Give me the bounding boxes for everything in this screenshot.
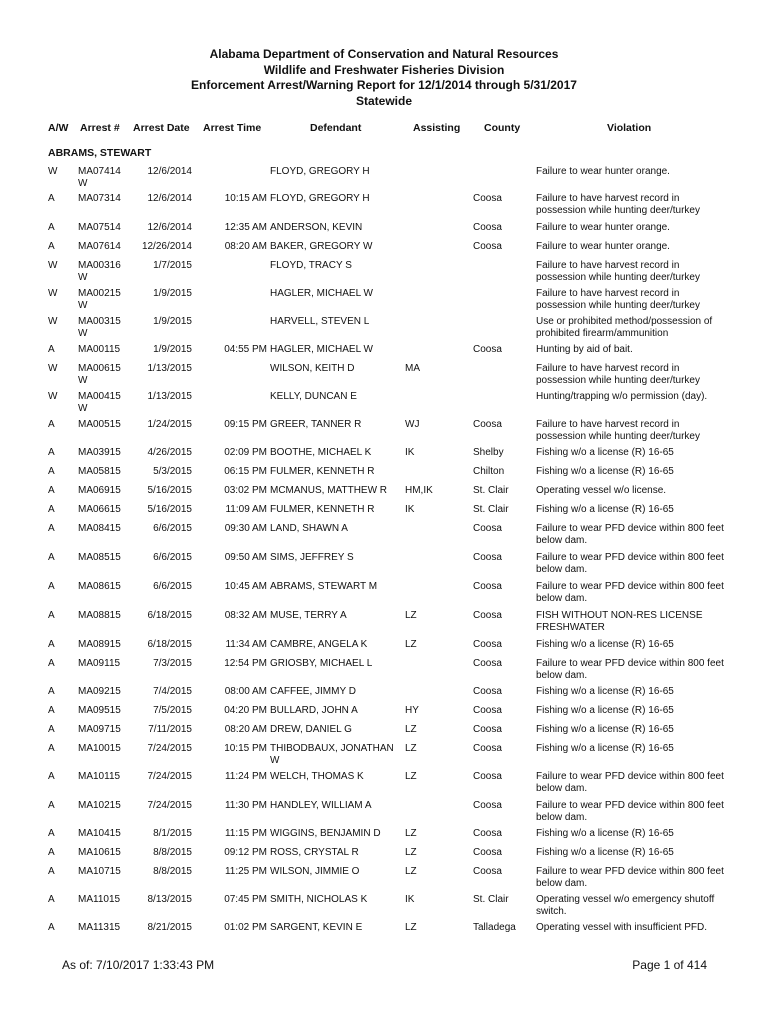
cell-defendant-name: LAND, SHAWN A: [270, 523, 348, 534]
cell-arrest-date: 1/9/2015: [153, 344, 192, 355]
cell-violation: Fishing w/o a license (R) 16-65: [536, 466, 674, 477]
cell-violation: Failure to wear hunter orange.: [536, 166, 670, 177]
table-row: [0, 891, 768, 919]
cell-arrest-time: 03:02 PM: [224, 485, 267, 496]
cell-arrest-time: 10:15 AM: [224, 193, 267, 204]
cell-violation: Failure to wear PFD device within 800 feet below dam.: [536, 581, 724, 604]
officer-group-heading: ABRAMS, STEWART: [48, 147, 152, 159]
cell-violation: Failure to wear PFD device within 800 feet below dam.: [536, 552, 724, 575]
cell-aw: A: [48, 724, 55, 735]
cell-aw: A: [48, 639, 55, 650]
cell-aw: A: [48, 705, 55, 716]
cell-assisting-officer: LZ: [405, 743, 417, 754]
cell-arrest-number: MA09115: [78, 658, 121, 669]
cell-defendant-name: WILSON, JIMMIE O: [270, 866, 360, 877]
table-row: [0, 919, 768, 939]
report-title-line-4: Statewide: [355, 93, 412, 108]
cell-defendant-name: SIMS, JEFFREY S: [270, 552, 354, 563]
table-row: [0, 825, 768, 844]
cell-county: Coosa: [473, 639, 502, 650]
column-header-defendant: Defendant: [310, 122, 362, 134]
page-number: Page 1 of 414: [632, 958, 707, 972]
cell-assisting-officer: LZ: [405, 639, 417, 650]
column-header-county: County: [484, 122, 521, 134]
cell-arrest-number: MA09215: [78, 686, 121, 697]
table-row: [0, 444, 768, 463]
cell-arrest-number: MA11315: [78, 922, 121, 933]
cell-assisting-officer: LZ: [405, 847, 417, 858]
cell-aw: W: [48, 166, 58, 177]
cell-aw: A: [48, 447, 55, 458]
cell-aw: A: [48, 523, 55, 534]
cell-county: St. Clair: [473, 894, 509, 905]
cell-violation: Fishing w/o a license (R) 16-65: [536, 828, 674, 839]
table-row: [0, 768, 768, 797]
cell-arrest-time: 09:30 AM: [224, 523, 267, 534]
cell-aw: A: [48, 485, 55, 496]
cell-arrest-number: MA00215 W: [78, 288, 121, 311]
cell-violation: Operating vessel with insufficient PFD.: [536, 922, 708, 933]
cell-arrest-date: 12/6/2014: [147, 222, 192, 233]
cell-defendant-name: HARVELL, STEVEN L: [270, 316, 370, 327]
table-row: [0, 655, 768, 683]
cell-arrest-date: 7/4/2015: [153, 686, 192, 697]
report-title-line-2: Wildlife and Freshwater Fisheries Division: [263, 62, 505, 77]
cell-aw: A: [48, 193, 55, 204]
cell-violation: Failure to wear hunter orange.: [536, 241, 670, 252]
table-row: [0, 501, 768, 520]
cell-county: St. Clair: [473, 504, 509, 515]
cell-defendant-name: THIBODBAUX, JONATHAN W: [270, 743, 394, 766]
cell-arrest-number: MA07514: [78, 222, 121, 233]
cell-arrest-date: 7/5/2015: [153, 705, 192, 716]
cell-county: Coosa: [473, 222, 502, 233]
cell-aw: A: [48, 504, 55, 515]
table-row: [0, 683, 768, 702]
cell-aw: A: [48, 800, 55, 811]
cell-violation: Operating vessel w/o emergency shutoff switch.: [536, 894, 715, 917]
cell-arrest-date: 5/3/2015: [153, 466, 192, 477]
cell-arrest-date: 1/24/2015: [147, 419, 192, 430]
cell-violation: Failure to wear PFD device within 800 feet below dam.: [536, 800, 724, 823]
cell-arrest-date: 12/6/2014: [147, 193, 192, 204]
cell-defendant-name: FULMER, KENNETH R: [270, 504, 375, 515]
cell-violation: Operating vessel w/o license.: [536, 485, 667, 496]
cell-aw: A: [48, 222, 55, 233]
cell-violation: Failure to wear PFD device within 800 feet below dam.: [536, 866, 724, 889]
cell-arrest-number: MA07614: [78, 241, 121, 252]
cell-violation: Failure to wear PFD device within 800 feet below dam.: [536, 658, 724, 681]
cell-arrest-date: 7/11/2015: [148, 724, 192, 735]
table-row: [0, 388, 768, 416]
cell-county: Coosa: [473, 705, 502, 716]
cell-arrest-number: MA05815: [78, 466, 121, 477]
cell-arrest-number: MA00415 W: [78, 391, 121, 414]
cell-aw: W: [48, 288, 58, 299]
cell-defendant-name: WELCH, THOMAS K: [270, 771, 364, 782]
cell-defendant-name: SARGENT, KEVIN E: [270, 922, 363, 933]
cell-arrest-time: 06:15 PM: [224, 466, 267, 477]
cell-violation: Fishing w/o a license (R) 16-65: [536, 639, 674, 650]
cell-violation: Failure to have harvest record in possession while hunting deer/turkey: [536, 288, 700, 311]
cell-aw: A: [48, 847, 55, 858]
cell-defendant-name: HAGLER, MICHAEL W: [270, 288, 373, 299]
cell-violation: Use or prohibited method/possession of prohibited firearm/ammunition: [536, 316, 713, 339]
cell-defendant-name: HANDLEY, WILLIAM A: [270, 800, 372, 811]
cell-defendant-name: ANDERSON, KEVIN: [270, 222, 363, 233]
cell-county: Coosa: [473, 771, 502, 782]
cell-county: Coosa: [473, 241, 502, 252]
cell-aw: A: [48, 894, 55, 905]
cell-arrest-time: 11:09 AM: [225, 504, 267, 515]
table-row: [0, 482, 768, 501]
table-row: [0, 416, 768, 444]
cell-aw: A: [48, 581, 55, 592]
cell-aw: A: [48, 828, 55, 839]
cell-defendant-name: MUSE, TERRY A: [270, 610, 347, 621]
cell-county: St. Clair: [473, 485, 509, 496]
cell-county: Talladega: [473, 922, 516, 933]
cell-arrest-number: MA10215: [78, 800, 121, 811]
table-row: [0, 360, 768, 388]
table-row: [0, 463, 768, 482]
cell-county: Coosa: [473, 800, 502, 811]
table-row: [0, 702, 768, 721]
cell-defendant-name: CAMBRE, ANGELA K: [270, 639, 368, 650]
cell-aw: A: [48, 344, 55, 355]
cell-assisting-officer: IK: [405, 504, 415, 515]
table-row: [0, 257, 768, 285]
cell-aw: A: [48, 866, 55, 877]
cell-assisting-officer: IK: [405, 447, 415, 458]
cell-aw: A: [48, 552, 55, 563]
cell-aw: A: [48, 771, 55, 782]
cell-arrest-date: 5/16/2015: [147, 504, 192, 515]
cell-arrest-date: 8/21/2015: [147, 922, 192, 933]
cell-assisting-officer: LZ: [405, 771, 417, 782]
cell-defendant-name: SMITH, NICHOLAS K: [270, 894, 368, 905]
cell-arrest-number: MA10615: [78, 847, 121, 858]
cell-arrest-date: 12/26/2014: [141, 241, 192, 252]
cell-arrest-time: 08:20 AM: [224, 241, 267, 252]
cell-county: Coosa: [473, 523, 502, 534]
report-title-line-3: Enforcement Arrest/Warning Report for 12/1/2014 through 5/31/2017: [191, 78, 577, 92]
table-row: [0, 285, 768, 313]
cell-aw: W: [48, 363, 58, 374]
cell-assisting-officer: HY: [405, 705, 419, 716]
cell-violation: Failure to have harvest record in possession while hunting deer/turkey: [536, 363, 700, 386]
cell-violation: Fishing w/o a license (R) 16-65: [536, 724, 674, 735]
cell-defendant-name: GREER, TANNER R: [270, 419, 362, 430]
report-title-line-1: Alabama Department of Conservation and Natural Resources: [209, 47, 559, 61]
cell-violation: Failure to have harvest record in possession while hunting deer/turkey: [536, 260, 700, 283]
cell-violation: Fishing w/o a license (R) 16-65: [536, 686, 674, 697]
cell-arrest-date: 6/18/2015: [147, 610, 192, 621]
column-header-arrest-time: Arrest Time: [203, 122, 262, 134]
cell-arrest-number: MA00515: [78, 419, 121, 430]
arrest-table-body: [0, 163, 768, 939]
cell-defendant-name: WIGGINS, BENJAMIN D: [270, 828, 381, 839]
cell-violation: Failure to wear PFD device within 800 feet below dam.: [536, 771, 724, 794]
cell-arrest-date: 5/16/2015: [147, 485, 192, 496]
cell-arrest-time: 11:30 PM: [224, 800, 267, 811]
cell-arrest-time: 08:32 AM: [224, 610, 267, 621]
cell-arrest-time: 11:25 PM: [224, 866, 267, 877]
table-row: [0, 313, 768, 341]
table-row: [0, 740, 768, 768]
cell-aw: W: [48, 391, 58, 402]
cell-arrest-time: 01:02 PM: [224, 922, 267, 933]
table-row: [0, 549, 768, 578]
cell-arrest-number: MA00115: [78, 344, 121, 355]
cell-county: Shelby: [473, 447, 504, 458]
cell-arrest-time: 11:24 PM: [224, 771, 267, 782]
table-row: [0, 721, 768, 740]
cell-county: Coosa: [473, 847, 502, 858]
cell-aw: A: [48, 466, 55, 477]
cell-arrest-time: 12:54 PM: [224, 658, 267, 669]
cell-arrest-date: 1/13/2015: [147, 363, 192, 374]
cell-aw: A: [48, 922, 55, 933]
cell-aw: A: [48, 419, 55, 430]
cell-defendant-name: DREW, DANIEL G: [270, 724, 352, 735]
cell-defendant-name: FLOYD, GREGORY H: [270, 166, 370, 177]
cell-arrest-number: MA09515: [78, 705, 121, 716]
cell-arrest-time: 08:00 AM: [224, 686, 267, 697]
column-header-row: [0, 122, 768, 138]
table-row: [0, 341, 768, 360]
table-row: [0, 578, 768, 607]
cell-arrest-date: 7/24/2015: [147, 743, 192, 754]
cell-arrest-number: MA08915: [78, 639, 121, 650]
column-header-arrest-date: Arrest Date: [133, 122, 190, 134]
cell-county: Coosa: [473, 419, 502, 430]
cell-aw: W: [48, 316, 58, 327]
cell-defendant-name: MCMANUS, MATTHEW R: [270, 485, 388, 496]
cell-violation: Fishing w/o a license (R) 16-65: [536, 705, 674, 716]
cell-arrest-time: 11:15 PM: [224, 828, 267, 839]
cell-aw: A: [48, 610, 55, 621]
table-row: [0, 163, 768, 190]
cell-arrest-time: 07:45 PM: [224, 894, 267, 905]
cell-arrest-time: 11:34 AM: [225, 639, 267, 650]
cell-aw: A: [48, 743, 55, 754]
cell-arrest-number: MA10715: [78, 866, 121, 877]
cell-assisting-officer: LZ: [405, 922, 417, 933]
cell-arrest-date: 7/24/2015: [147, 800, 192, 811]
cell-arrest-time: 10:15 PM: [224, 743, 267, 754]
cell-defendant-name: BAKER, GREGORY W: [270, 241, 373, 252]
cell-assisting-officer: LZ: [405, 724, 417, 735]
cell-arrest-number: MA08815: [78, 610, 121, 621]
cell-arrest-number: MA03915: [78, 447, 121, 458]
cell-arrest-date: 8/8/2015: [153, 847, 192, 858]
cell-arrest-number: MA00315 W: [78, 316, 121, 339]
cell-county: Coosa: [473, 552, 502, 563]
cell-county: Coosa: [473, 686, 502, 697]
cell-arrest-number: MA07414 W: [78, 166, 121, 189]
cell-arrest-number: MA10015: [78, 743, 121, 754]
cell-arrest-time: 02:09 PM: [224, 447, 267, 458]
cell-violation: Failure to wear hunter orange.: [536, 222, 670, 233]
cell-assisting-officer: LZ: [405, 828, 417, 839]
cell-defendant-name: ROSS, CRYSTAL R: [270, 847, 359, 858]
table-row: [0, 844, 768, 863]
cell-arrest-time: 09:15 PM: [224, 419, 267, 430]
cell-arrest-date: 1/7/2015: [153, 260, 192, 271]
cell-arrest-time: 10:45 AM: [224, 581, 267, 592]
cell-county: Coosa: [473, 581, 502, 592]
table-row: [0, 238, 768, 257]
cell-arrest-date: 6/6/2015: [153, 552, 192, 563]
cell-arrest-number: MA10415: [78, 828, 121, 839]
cell-defendant-name: KELLY, DUNCAN E: [270, 391, 357, 402]
table-row: [0, 520, 768, 549]
cell-aw: A: [48, 241, 55, 252]
cell-arrest-date: 6/6/2015: [153, 581, 192, 592]
cell-arrest-number: MA00316 W: [78, 260, 121, 283]
cell-arrest-date: 8/13/2015: [147, 894, 192, 905]
cell-arrest-number: MA09715: [78, 724, 121, 735]
report-header: [0, 47, 768, 109]
table-row: [0, 863, 768, 891]
cell-assisting-officer: WJ: [405, 419, 420, 430]
cell-aw: A: [48, 658, 55, 669]
cell-arrest-time: 09:12 PM: [224, 847, 267, 858]
cell-defendant-name: CAFFEE, JIMMY D: [270, 686, 356, 697]
cell-aw: A: [48, 686, 55, 697]
table-row: [0, 190, 768, 219]
cell-defendant-name: BOOTHE, MICHAEL K: [270, 447, 372, 458]
cell-county: Coosa: [473, 866, 502, 877]
table-row: [0, 797, 768, 825]
cell-arrest-date: 7/24/2015: [147, 771, 192, 782]
cell-arrest-date: 8/8/2015: [153, 866, 192, 877]
cell-violation: Failure to wear PFD device within 800 feet below dam.: [536, 523, 724, 546]
cell-violation: FISH WITHOUT NON-RES LICENSE FRESHWATER: [536, 610, 703, 633]
cell-arrest-time: 04:55 PM: [224, 344, 267, 355]
cell-arrest-time: 08:20 AM: [224, 724, 267, 735]
cell-arrest-date: 1/9/2015: [153, 316, 192, 327]
cell-arrest-number: MA06615: [78, 504, 121, 515]
cell-arrest-number: MA08515: [78, 552, 121, 563]
cell-arrest-time: 09:50 AM: [224, 552, 267, 563]
cell-assisting-officer: MA: [405, 363, 420, 374]
cell-defendant-name: FLOYD, GREGORY H: [270, 193, 370, 204]
cell-arrest-date: 6/18/2015: [147, 639, 192, 650]
cell-defendant-name: HAGLER, MICHAEL W: [270, 344, 373, 355]
cell-arrest-date: 4/26/2015: [147, 447, 192, 458]
cell-assisting-officer: IK: [405, 894, 415, 905]
cell-defendant-name: BULLARD, JOHN A: [270, 705, 358, 716]
cell-defendant-name: WILSON, KEITH D: [270, 363, 355, 374]
cell-violation: Fishing w/o a license (R) 16-65: [536, 847, 674, 858]
column-header-violation: Violation: [607, 122, 652, 134]
report-timestamp: As of: 7/10/2017 1:33:43 PM: [62, 958, 215, 972]
cell-defendant-name: FLOYD, TRACY S: [270, 260, 352, 271]
cell-assisting-officer: LZ: [405, 610, 417, 621]
cell-arrest-time: 04:20 PM: [224, 705, 267, 716]
cell-county: Coosa: [473, 193, 502, 204]
cell-defendant-name: FULMER, KENNETH R: [270, 466, 375, 477]
cell-arrest-date: 1/9/2015: [153, 288, 192, 299]
table-row: [0, 636, 768, 655]
cell-violation: Fishing w/o a license (R) 16-65: [536, 504, 674, 515]
table-row: [0, 607, 768, 636]
cell-violation: Failure to have harvest record in possession while hunting deer/turkey: [536, 419, 700, 442]
cell-county: Coosa: [473, 828, 502, 839]
cell-arrest-number: MA00615 W: [78, 363, 121, 386]
column-header-assisting: Assisting: [413, 122, 461, 134]
cell-arrest-number: MA06915: [78, 485, 121, 496]
cell-arrest-number: MA08615: [78, 581, 121, 592]
column-header-aw: A/W: [48, 122, 69, 134]
cell-violation: Failure to have harvest record in possession while hunting deer/turkey: [536, 193, 700, 216]
cell-county: Coosa: [473, 610, 502, 621]
cell-arrest-time: 12:35 AM: [224, 222, 267, 233]
cell-defendant-name: GRIOSBY, MICHAEL L: [270, 658, 373, 669]
cell-county: Chilton: [473, 466, 505, 477]
cell-arrest-date: 12/6/2014: [147, 166, 192, 177]
cell-county: Coosa: [473, 743, 502, 754]
cell-arrest-number: MA08415: [78, 523, 121, 534]
cell-violation: Hunting/trapping w/o permission (day).: [536, 391, 708, 402]
cell-arrest-date: 7/3/2015: [153, 658, 192, 669]
cell-violation: Hunting by aid of bait.: [536, 344, 633, 355]
cell-arrest-date: 8/1/2015: [153, 828, 192, 839]
table-row: [0, 219, 768, 238]
cell-aw: W: [48, 260, 58, 271]
cell-violation: Fishing w/o a license (R) 16-65: [536, 447, 674, 458]
cell-county: Coosa: [473, 724, 502, 735]
cell-assisting-officer: HM,IK: [405, 485, 433, 496]
cell-county: Coosa: [473, 658, 502, 669]
cell-defendant-name: ABRAMS, STEWART M: [270, 581, 378, 592]
cell-arrest-date: 1/13/2015: [147, 391, 192, 402]
cell-assisting-officer: LZ: [405, 866, 417, 877]
cell-arrest-number: MA11015: [78, 894, 121, 905]
cell-arrest-number: MA07314: [78, 193, 121, 204]
cell-violation: Fishing w/o a license (R) 16-65: [536, 743, 674, 754]
column-header-arrest-number: Arrest #: [80, 122, 120, 134]
cell-arrest-date: 6/6/2015: [153, 523, 192, 534]
cell-county: Coosa: [473, 344, 502, 355]
cell-arrest-number: MA10115: [78, 771, 121, 782]
